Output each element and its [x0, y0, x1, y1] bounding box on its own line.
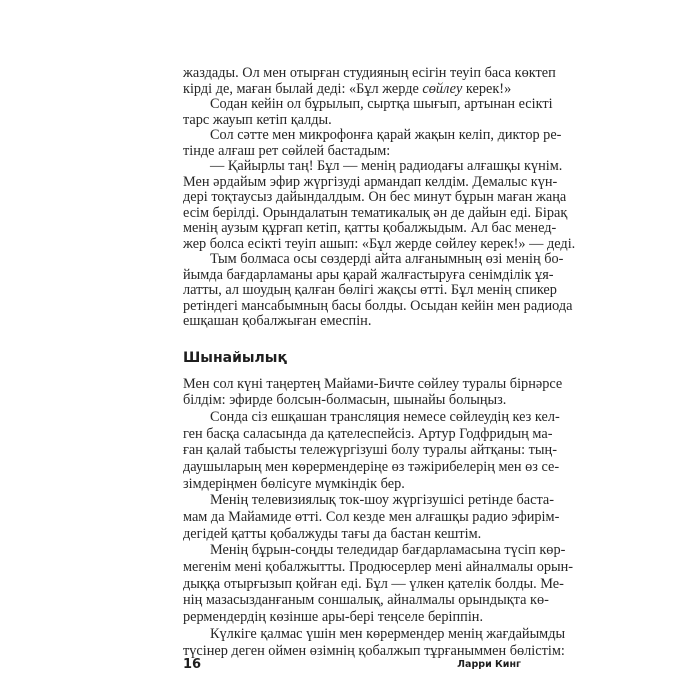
text-segment: тарс жауып кетіп қалды.	[183, 111, 332, 128]
text-line	[183, 425, 553, 443]
text-line	[183, 82, 521, 98]
text-line	[183, 375, 563, 393]
text-line	[183, 609, 521, 626]
text-line	[183, 408, 560, 426]
text-line	[183, 189, 567, 206]
paragraph	[183, 625, 566, 659]
text-segment: ген басқа саласында да қателеспейсіз. Артур Годфридың ма-	[183, 425, 553, 442]
text-segment: нің мазасызданғаным соншалық, айналмалы орындықта кө-	[183, 592, 549, 609]
text-segment: Менің бұрын-соңды теледидар бағдарламасына түсіп көр-	[210, 542, 566, 559]
text-segment: мегенім мені қобалжытты. Продюсерлер мені айналмалы орын-	[183, 559, 574, 576]
text-line	[183, 297, 573, 315]
text-line	[183, 542, 566, 559]
paragraph	[183, 542, 574, 626]
paragraph	[183, 65, 556, 97]
text-segment: латты, ал шоудың қалған бөлігі жақсы өтті. Бұл менің спикер	[183, 282, 557, 298]
text-segment: даушыларың мен көрермендеріңе өз тәжірибелерің мен өз се-	[183, 458, 560, 475]
text-segment: Сол сәтте мен микрофонға қарай жақын келіп, диктор ре-	[210, 127, 562, 143]
text-segment: дегідей қатты қобалжуды тағы да бастан кештім.	[183, 525, 482, 542]
italic-emphasis: сөйлеу	[422, 80, 463, 97]
text-segment: ешқашан қобалжыған емеспін.	[183, 313, 372, 329]
section	[183, 349, 574, 660]
text-segment: Мен әрдайым эфир жүргізуді армандап келдім. Демалыс күн-	[183, 173, 558, 190]
text-segment: дыққа отырғызып қойған еді. Бұл — үлкен қателік болды. Ме-	[183, 575, 564, 592]
paragraph	[183, 375, 563, 409]
text-line	[183, 65, 556, 82]
text-segment: Мен сол күні таңертең Майами-Бичте сөйлеу туралы бірнәрсе	[183, 375, 563, 392]
text-segment: есім берілді. Орындалатын тематикалық ән де дайын еді. Бірақ	[183, 204, 568, 221]
text-segment: Күлкіге қалмас үшін мен көрермендер менің жағдайымды	[210, 625, 566, 642]
text-line	[183, 392, 521, 409]
paragraph	[183, 251, 573, 330]
text-segment: Сонда сіз ешқашан трансляция немесе сөйлеудің кез кел-	[210, 408, 560, 425]
running-author: Ларри Кинг	[457, 659, 521, 670]
text-line	[183, 127, 562, 144]
text-segment: жаздады. Ол мен отырған студияның есігін теуіп баса көктеп	[183, 65, 556, 81]
text-line	[183, 113, 521, 129]
paragraph	[183, 492, 560, 542]
text-line	[183, 235, 576, 253]
text-line	[183, 220, 557, 237]
text-line	[183, 251, 564, 268]
text-segment: түсінер деген оймен өзімнің қобалжып тұрғаныммен бөлістім:	[183, 642, 565, 659]
text-segment: — Қайырлы таң! Бұл — менің радиодағы алғашқы күнім.	[210, 158, 563, 174]
paragraph	[183, 408, 560, 492]
text-segment: ған қалай табысты тележүргізуші болу туралы айтқаны: тың-	[183, 442, 557, 459]
text-line	[183, 625, 566, 643]
paragraph	[183, 127, 562, 159]
text-line	[183, 575, 564, 593]
text-line	[183, 173, 558, 191]
page-footer	[183, 657, 521, 675]
book-page-body	[183, 65, 576, 659]
text-line	[183, 492, 555, 509]
text-segment: Менің телевизиялық ток-шоу жүргізушісі ретінде баста-	[210, 492, 555, 509]
text-segment: тінде алғаш рет сөйлей бастадым:	[183, 142, 391, 159]
section	[183, 65, 576, 330]
text-segment: мам да Майамиде өтті. Сол кезде мен алғашқы радио эфирім-	[183, 509, 560, 525]
text-line	[183, 476, 521, 493]
paragraph	[183, 96, 553, 128]
text-line	[183, 204, 568, 222]
text-line	[183, 282, 557, 299]
text-line	[183, 592, 549, 609]
text-line	[183, 509, 560, 526]
text-segment: кірді де, маған былай деді: «Бұл жерде	[183, 80, 423, 97]
text-line	[183, 559, 574, 576]
text-segment: Содан кейін ол бұрылып, сыртқа шығып, артынан есікті	[210, 96, 553, 112]
text-line	[183, 158, 563, 175]
text-segment: ретіндегі мансабымның басы болды. Осыдан кейін мен радиода	[183, 297, 573, 314]
paragraph	[183, 158, 576, 252]
text-line	[183, 266, 554, 284]
text-line	[183, 314, 521, 330]
text-segment: білдім: эфирде болсын-болмасын, шынайы болыңыз.	[183, 392, 507, 409]
text-line	[183, 458, 560, 476]
text-segment: йымда бағдарламаны ары қарай жалғастыруға сенімділік ұя-	[183, 266, 554, 283]
text-line	[183, 442, 557, 459]
text-segment: керек!»	[462, 80, 512, 97]
page-number: 16	[183, 657, 202, 672]
text-segment: жер болса есікті теуіп ашып: «Бұл жерде сөйлеу керек!» — деді.	[183, 235, 576, 252]
text-segment: Тым болмаса осы сөздерді айта алғанымның өзі менің бо-	[210, 251, 564, 267]
text-segment: зімдеріңмен бөлісуге мүмкіндік бер.	[183, 475, 405, 492]
text-line	[183, 96, 553, 113]
section-heading: Шынайылық	[183, 349, 287, 366]
text-line	[183, 144, 521, 160]
text-segment: дері тоқтаусыз дайындалдым. Он бес минут бұрын маған жаңа	[183, 189, 567, 205]
text-segment: менің аузым құрғап кетіп, қатты қобалжыдым. Ал бас менед-	[183, 220, 557, 236]
text-line	[183, 526, 521, 543]
text-segment: рермендердің көзінше ары-бері теңселе беріппін.	[183, 609, 484, 626]
